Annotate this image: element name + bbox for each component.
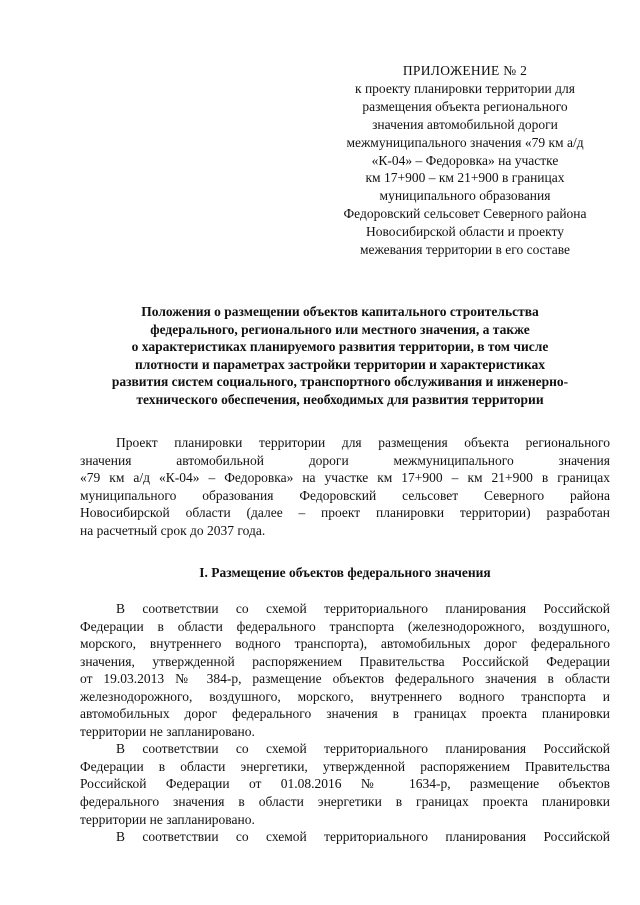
paragraph-line: В соответствии со схемой территориального планирования Российской	[116, 741, 610, 757]
appendix-line: значения автомобильной дороги	[372, 116, 558, 132]
title-line: федерального, регионального или местного значения, а также	[150, 321, 530, 337]
section-heading: I. Размещение объектов федерального значения	[199, 565, 491, 580]
paragraph-line: Федерации в области энергетики, утвержденной распоряжением Правительства	[80, 758, 610, 774]
appendix-line: межевания территории в его составе	[359, 242, 571, 258]
paragraph-line: Проект планировки территории для размещения объекта регионального	[116, 435, 610, 450]
intro-paragraph	[80, 434, 610, 539]
title-line: плотности и параметрах застройки территории и характеристиках	[134, 356, 546, 372]
title-line: о характеристиках планируемого развития территории, в том числе	[131, 339, 549, 355]
paragraph-line: значения, утвержденной распоряжением Правительства Российской Федерации	[80, 653, 610, 669]
paragraph-line: территории не запланировано.	[80, 723, 255, 739]
paragraph-line: территории не запланировано.	[80, 811, 255, 827]
paragraph-line: В соответствии со схемой территориального планирования Российской	[116, 829, 610, 845]
appendix-line: Новосибирской области и проекту	[366, 224, 564, 240]
paragraph-line: Российской Федерации от 01.08.2016 № 1634-р, размещение объектов	[80, 776, 610, 792]
paragraph-line: федерального значения в области энергетики в границах проекта планировки	[80, 794, 610, 810]
paragraph-line: В соответствии со схемой территориального планирования Российской	[116, 601, 610, 616]
paragraph-line: автомобильных дорог федерального значения в границах проекта планировки	[80, 706, 610, 722]
body-paragraphs	[80, 600, 610, 846]
paragraph-line: Федерации в области федерального транспорта (железнодорожного, воздушного,	[80, 618, 610, 634]
paragraph-line: муниципального образования Федоровский сельсовет Северного района	[80, 487, 610, 503]
title-line: развития систем социального, транспортного обслуживания и инженерно-	[111, 374, 569, 390]
appendix-line: км 17+900 – км 21+900 в границах	[365, 170, 565, 186]
paragraph-line: от 19.03.2013 № 384-р, размещение объектов федерального значения в области	[80, 671, 610, 687]
appendix-block	[330, 62, 600, 259]
paragraph-line: «79 км а/д «К-04» – Федоровка» на участке км 17+900 – км 21+900 в границах	[80, 470, 610, 486]
appendix-line: Федоровский сельсовет Северного района	[343, 206, 587, 222]
appendix-header: ПРИЛОЖЕНИЕ № 2	[402, 63, 528, 78]
appendix-line: к проекту планировки территории для	[355, 80, 575, 96]
appendix-line: размещения объекта регионального	[362, 98, 568, 114]
title-line: Положения о размещении объектов капитального строительства	[141, 304, 539, 319]
appendix-line: межмуниципального значения «79 км а/д	[346, 134, 584, 150]
paragraph-line: на расчетный срок до 2037 года.	[80, 522, 266, 538]
document-title	[75, 303, 605, 409]
title-line: технического обеспечения, необходимых для развития территории	[136, 391, 544, 407]
appendix-line: «К-04» – Федоровка» на участке	[371, 152, 559, 168]
appendix-line: муниципального образования	[379, 188, 551, 204]
paragraph-line: значения автомобильной дороги межмуниципального значения	[80, 452, 610, 468]
paragraph-line: морского, внутреннего водного транспорта), автомобильных дорог федерального	[80, 636, 610, 652]
paragraph-line: железнодорожного, воздушного, морского, внутреннего водного транспорта и	[80, 688, 610, 704]
paragraph-line: Новосибирской области (далее – проект планировки территории) разработан	[80, 505, 610, 521]
